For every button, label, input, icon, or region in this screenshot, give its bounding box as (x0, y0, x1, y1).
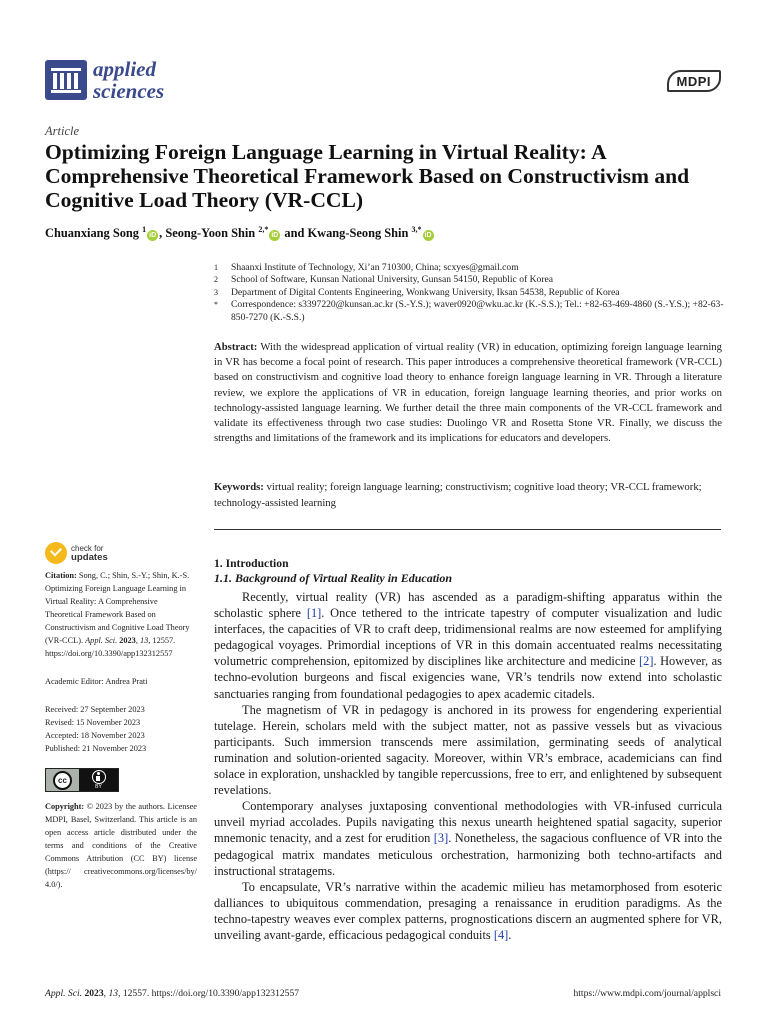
author-name: Kwang-Seong Shin (307, 226, 409, 240)
paragraph-text: . (508, 927, 512, 942)
check-updates-line1: check for (71, 544, 104, 553)
citation-label: Citation: (45, 571, 77, 580)
footer-year: 2023 (84, 988, 104, 999)
orcid-icon[interactable]: iD (424, 232, 432, 239)
journal-logo[interactable] (45, 58, 164, 102)
citation-text: Song, C.; Shin, S.-Y.; Shin, K.-S. Optimizing Foreign Language Learning in Virtual Reality: A Comprehensive Theoretical Framework Based on Constructivism and Cognitive Load Theory (VR-CCL). (45, 571, 190, 645)
section-divider (214, 529, 721, 530)
citation-link[interactable]: [2] (639, 654, 654, 669)
citation-sep: , (135, 636, 140, 645)
journal-emblem-icon (45, 60, 87, 100)
author-affiliation-mark: 1 (142, 225, 147, 234)
subsection-heading: 1.1. Background of Virtual Reality in Education (214, 571, 453, 585)
affiliations (214, 262, 734, 324)
check-updates-line2: updates (71, 552, 108, 563)
affiliation-number: * (214, 300, 218, 310)
attribution-icon (92, 770, 106, 784)
citation-block (45, 569, 197, 660)
copyright-label: Copyright: (45, 802, 85, 811)
abstract-label: Abstract: (214, 341, 258, 353)
cc-by-license-badge[interactable] (45, 768, 119, 792)
author-affiliation-mark: 3,* (411, 225, 422, 234)
citation-volume: 13 (139, 636, 149, 645)
keywords-label: Keywords: (214, 481, 264, 493)
published-date: Published: 21 November 2023 (45, 744, 147, 753)
affiliation-number: 2 (214, 275, 218, 285)
publisher-logo[interactable]: MDPI (667, 70, 722, 92)
paragraph-text: To encapsulate, VR’s narrative within the academic milieu has metamorphosed from esoteric dalliances to ubiquitous commendation, presaging a renaissance in erudition paradigms. As the techno-tapestry weaves ever complex patterns, prognostications discern an augmented sphere for VR, unveiling avant-garde, efficacious pedagogical conduits (214, 879, 722, 942)
paragraph-text: . However, as techno-evolution burgeons and fiscal exigencies wane, VR’s tendrils now extend into scholastic sanctuaries ranging from foundational pedagogies to apex academic citadels. (214, 654, 722, 701)
author-name: Seong-Yoon Shin (165, 226, 256, 240)
paragraph-text: Contemporary analyses juxtaposing conventional methodologies with VR-infused curricula unveil myriad accolades. Pupils navigating this nexus unearth heightened spatial sagacity, superior mnemonic tenacity, and a zest for erudition (214, 799, 722, 846)
section-heading: 1. Introduction (214, 557, 289, 570)
body-paragraph (214, 589, 722, 702)
check-for-updates-button[interactable] (45, 542, 197, 564)
affiliation-item (214, 262, 734, 274)
main-body (214, 556, 722, 943)
affiliation-number: 3 (214, 287, 218, 297)
keywords-text: virtual reality; foreign language learning; constructivism; cognitive load theory; VR-CCL framework; technology-assisted learning (214, 481, 702, 509)
copyright-text: © 2023 by the authors. Licensee MDPI, Basel, Switzerland. This article is an open access article distributed under the terms and conditions of the Creative Commons Attribution (CC BY) license (https:// creativecommons.org/licenses/by/ 4.0/). (45, 802, 197, 889)
author-separator: , (159, 226, 166, 240)
accepted-date: Accepted: 18 November 2023 (45, 731, 145, 740)
article-title: Optimizing Foreign Language Learning in Virtual Reality: A Comprehensive Theoretical Framework Based on Constructivism and Cognitive Load Theory (VR-CCL) (45, 140, 690, 212)
citation-doi[interactable]: , 12557. https://doi.org/10.3390/app132312557 (45, 636, 176, 658)
check-updates-icon (45, 542, 67, 564)
affiliation-text: Shaanxi Institute of Technology, Xi’an 710300, China; scxyes@gmail.com (231, 262, 519, 273)
author-name: Chuanxiang Song (45, 226, 140, 240)
orcid-icon[interactable]: iD (149, 232, 157, 239)
revised-date: Revised: 15 November 2023 (45, 718, 141, 727)
journal-name (93, 58, 164, 102)
article-type: Article (45, 124, 80, 138)
keywords (214, 480, 722, 511)
journal-name-line1: applied (93, 57, 156, 81)
correspondence-text: Correspondence: s3397220@kunsan.ac.kr (S.-Y.S.); waver0920@wku.ac.kr (K.-S.S.); Tel.: +82-63-469-4860 (S.-Y.S.); +82-63-850-7270 (K.-S.S.) (231, 299, 724, 323)
sidebar (45, 542, 197, 891)
cc-icon: cc (53, 771, 72, 790)
affiliation-item (214, 299, 734, 324)
journal-name-line2: sciences (93, 79, 165, 103)
paragraph-text: . Nonetheless, the sagacious confluence of VR into the pedagogical matrix mandates meticulous orchestration, harmonizing both techno-artifacts and instructional stratagems. (214, 831, 722, 878)
footer-journal: Appl. Sci. (45, 988, 83, 999)
copyright-notice (45, 800, 197, 891)
footer-citation: Appl. Sci. 2023, 13, 12557. https://doi.org/10.3390/app132312557 (45, 988, 300, 999)
body-paragraph: The magnetism of VR in pedagogy is anchored in its prowess for engendering experiential tutelage. Herein, scholars meld with the subject matter, not as passive vessels but as vivacious participants. Such immersion transcends mere assimilation, germinating seeds of analytical rumination and solution-oriented sagacity. Moreover, within VR’s embrace, academicians can find solace in exploration, unshackled by tangible repercussions, free to err, and enlightened by subsequent revelations. (214, 702, 722, 798)
abstract-text: With the widespread application of virtual reality (VR) in education, optimizing foreign language learning in VR has become a focal point of research. This paper introduces a comprehensive theoretical framework (VR-CCL) based on constructivism and cognitive load theory to enhance foreign language learning in VR. Through a literature review, we explore the applications of VR in education, foreign language learning theories, and prior works on technology-assisted language learning. We further detail the three main components of the VR-CCL framework and validate its effectiveness through two case studies: Duolingo VR and Rosetta Stone VR. Finally, we discuss the strengths and limitations of the framework and its implications for educators and developers. (214, 341, 722, 445)
paragraph-text: . Once tethered to the intricate tapestry of computer visualization and ludic interfaces, the capacities of VR to craft deep, tridimensional realms are now esteemed for amplifying pedagogical voyages. Primordial inceptions of VR in this domain accentuated realms necessitating volumetric comprehension, epitomized by disciplines like architecture and medicine (214, 606, 722, 669)
author-list (45, 226, 725, 241)
body-paragraph (214, 879, 722, 943)
footer-doi[interactable]: , 12557. https://doi.org/10.3390/app132312557 (118, 988, 300, 999)
citation-link[interactable]: [3] (433, 831, 449, 846)
paragraph-text: Recently, virtual reality (VR) has ascended as a paradigm-shifting apparatus within the scholastic sphere (214, 590, 722, 621)
orcid-icon[interactable]: iD (271, 232, 279, 239)
affiliation-item (214, 287, 734, 299)
abstract (214, 340, 722, 446)
author-separator: and (281, 226, 308, 240)
received-date: Received: 27 September 2023 (45, 705, 145, 714)
footer-journal-url[interactable]: https://www.mdpi.com/journal/applsci (573, 988, 721, 999)
by-label: BY (95, 784, 102, 790)
check-updates-label (71, 544, 108, 562)
affiliation-text: School of Software, Kunsan National University, Gunsan 54150, Republic of Korea (231, 274, 554, 286)
citation-journal: Appl. Sci. (85, 636, 118, 645)
citation-link[interactable]: [1] (306, 606, 322, 621)
affiliation-number: 1 (214, 263, 218, 272)
affiliation-text: Department of Digital Contents Engineering, Wonkwang University, Iksan 54538, Republic of Korea (231, 286, 620, 298)
academic-editor: Academic Editor: Andrea Prati (45, 677, 148, 686)
body-paragraph (214, 798, 722, 878)
affiliation-item (214, 274, 734, 286)
citation-link[interactable]: [4] (493, 927, 509, 942)
citation-year: 2023 (119, 636, 136, 645)
footer-volume: 13 (108, 988, 119, 999)
author-affiliation-mark: 2,* (258, 225, 269, 234)
